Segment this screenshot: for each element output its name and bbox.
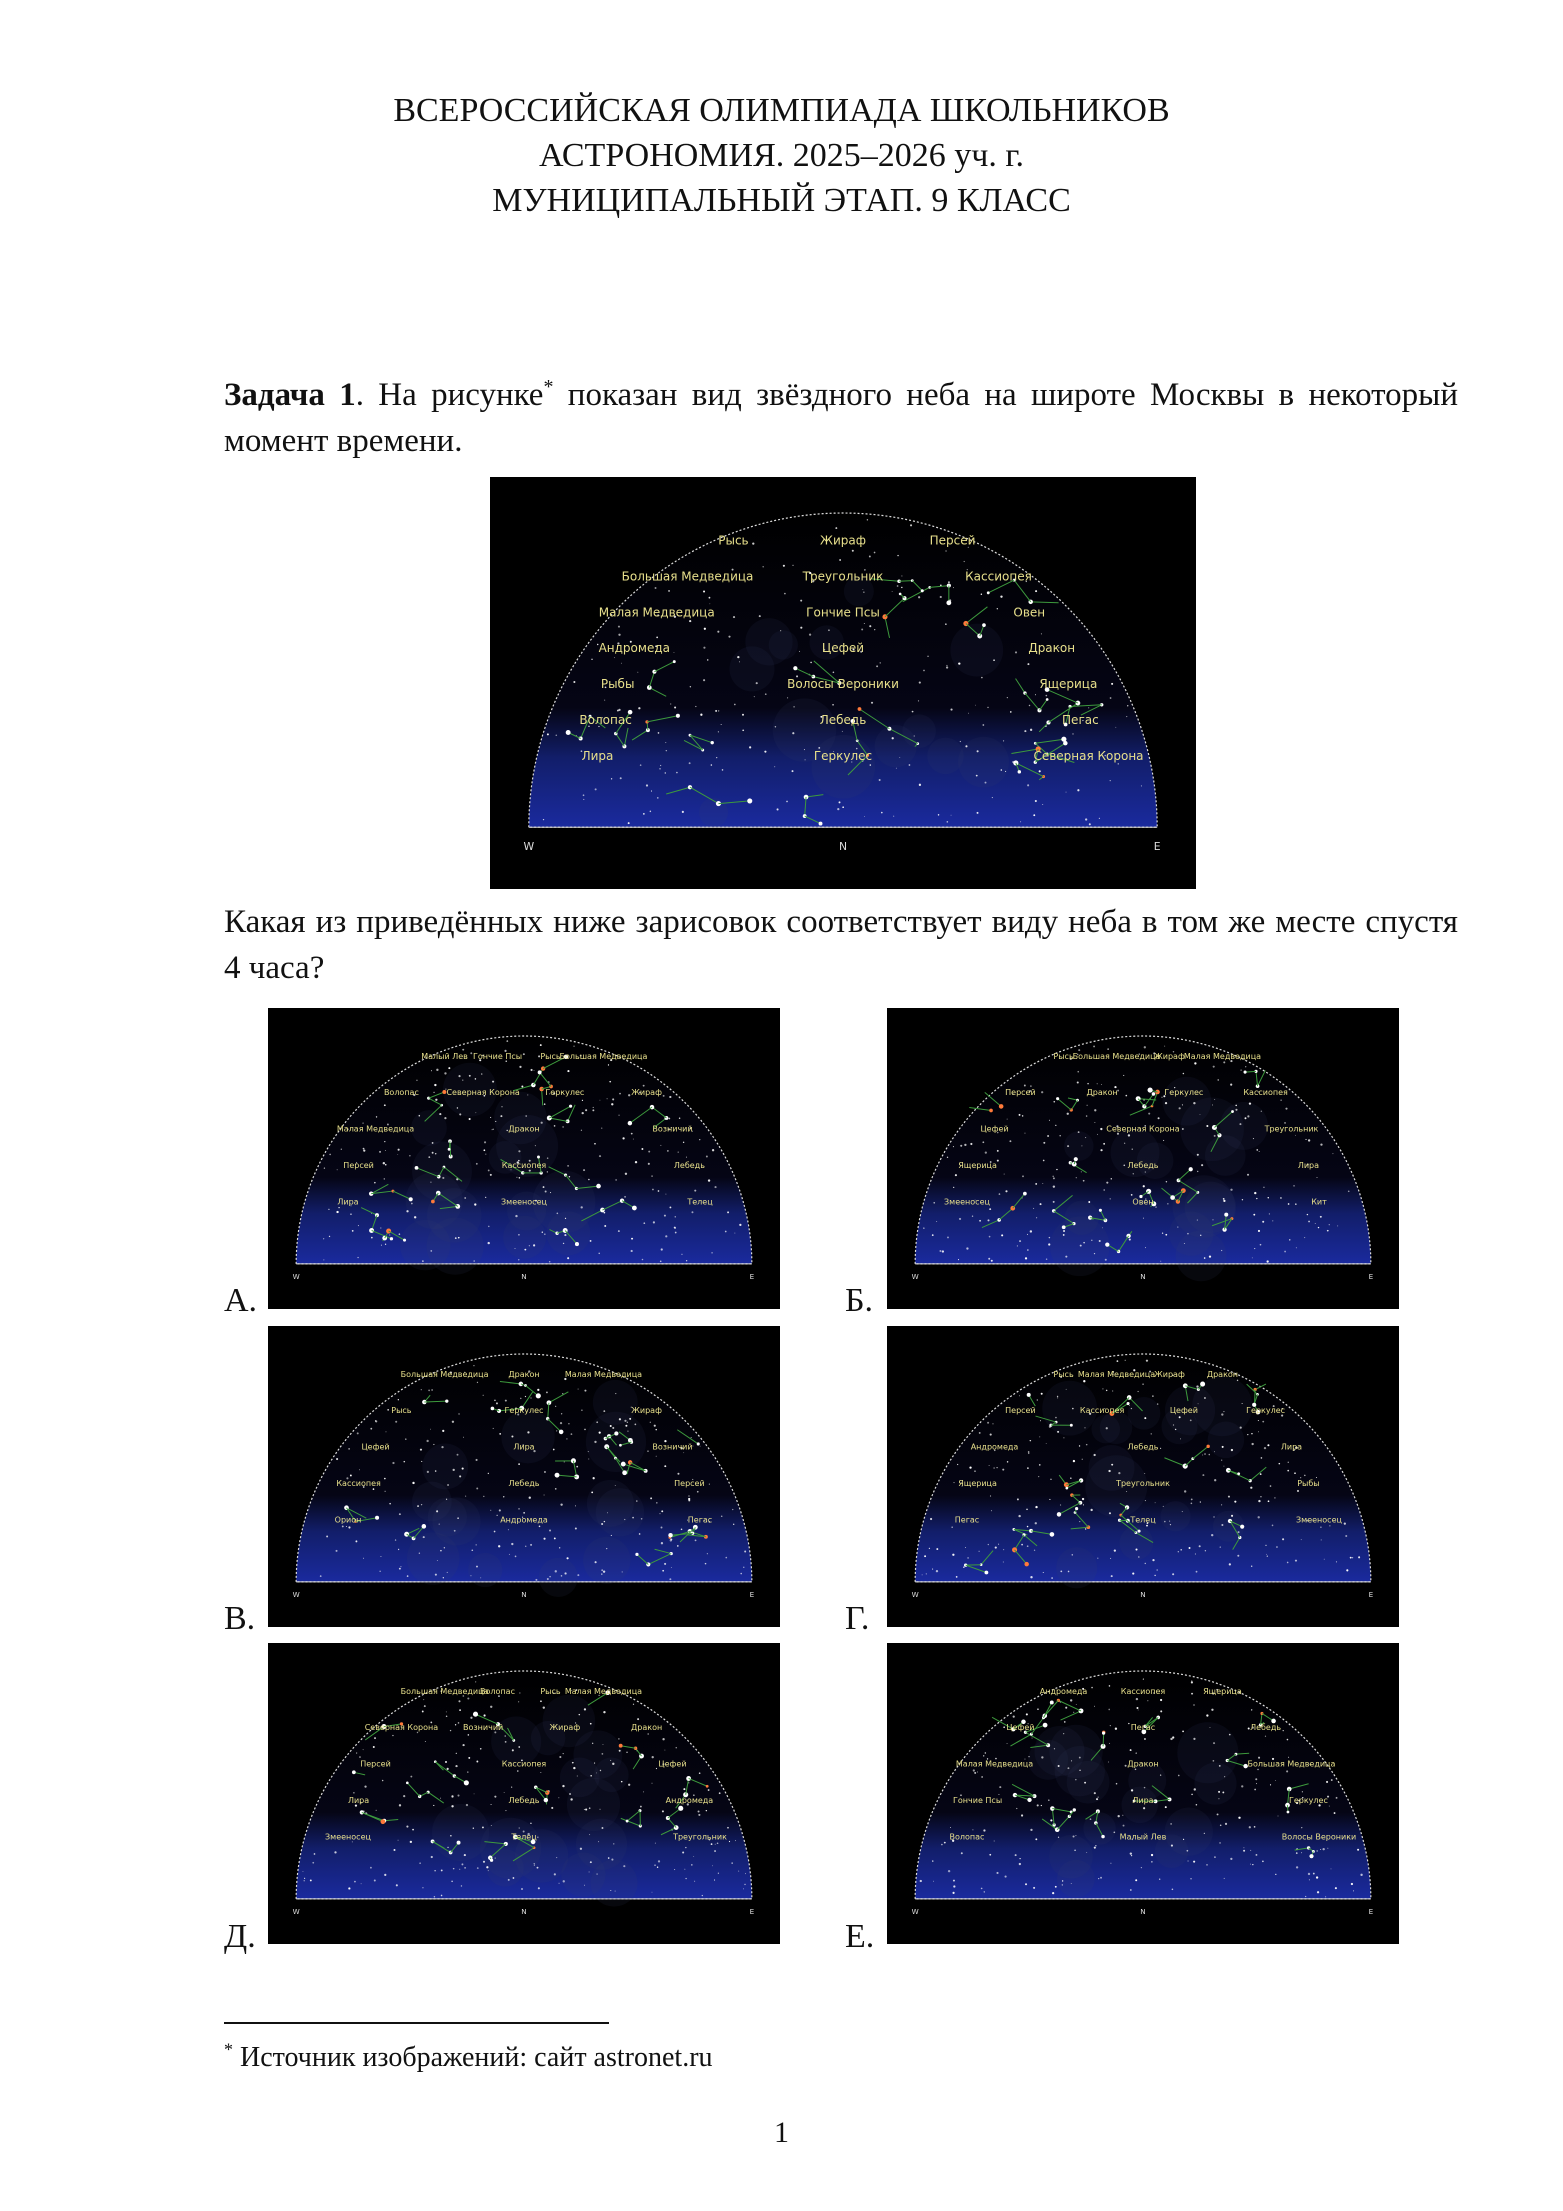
constellation-label: Волопас bbox=[949, 1832, 985, 1842]
constellation-label: Кассиопея bbox=[501, 1759, 547, 1769]
option-f-sky-map[interactable] bbox=[887, 1643, 1399, 1944]
constellation-label: Лебедь bbox=[508, 1479, 540, 1489]
constellation-label: Дракон bbox=[1206, 1369, 1239, 1379]
constellation-label: Андромеда bbox=[598, 641, 670, 656]
direction-label: N bbox=[1140, 1272, 1146, 1282]
task-statement bbox=[224, 372, 1458, 464]
constellation-label: Малая Медведица bbox=[598, 605, 715, 620]
constellation-label: Волопас bbox=[383, 1088, 419, 1098]
constellation-label: Телец bbox=[1130, 1515, 1156, 1525]
constellation-label: Персей bbox=[1005, 1088, 1036, 1098]
constellation-label: Лебедь bbox=[819, 712, 867, 727]
direction-label: N bbox=[521, 1907, 527, 1917]
constellation-label: Кассиопея bbox=[1079, 1406, 1125, 1416]
constellation-label: Кассиопея bbox=[1120, 1686, 1166, 1696]
constellation-label: Большая Медведица bbox=[400, 1369, 489, 1379]
constellation-label: Ящерица bbox=[1039, 677, 1098, 692]
constellation-label: Северная Корона bbox=[1033, 748, 1144, 763]
constellation-label: Дракон bbox=[508, 1124, 540, 1134]
option-b-sky-map[interactable] bbox=[887, 1008, 1399, 1309]
constellation-label: Большая Медведица bbox=[1247, 1759, 1336, 1769]
constellation-label: Рыбы bbox=[600, 677, 635, 692]
constellation-label: Цефей bbox=[1169, 1406, 1198, 1416]
constellation-label: Треугольник bbox=[673, 1832, 727, 1842]
constellation-label: Малый Лев bbox=[421, 1051, 468, 1061]
constellation-label: Андромеда bbox=[970, 1442, 1019, 1452]
constellation-label: Цефей bbox=[658, 1759, 687, 1769]
constellation-label: Цефей bbox=[361, 1442, 390, 1452]
direction-label: N bbox=[1140, 1590, 1146, 1600]
direction-label: E bbox=[749, 1272, 755, 1282]
constellation-label: Лира bbox=[347, 1796, 370, 1806]
constellation-label: Лебедь bbox=[1250, 1723, 1282, 1733]
constellation-label: Рыбы bbox=[1297, 1479, 1320, 1489]
constellation-label: Жираф bbox=[1154, 1369, 1185, 1379]
constellation-label: Пегас bbox=[954, 1515, 980, 1525]
constellation-label: Дракон bbox=[1127, 1759, 1159, 1769]
constellation-label: Лира bbox=[337, 1197, 359, 1207]
constellation-label: Орион bbox=[334, 1515, 362, 1525]
constellation-label: Лира bbox=[513, 1442, 535, 1452]
constellation-label: Персей bbox=[929, 533, 976, 548]
constellation-label: Рысь bbox=[540, 1051, 561, 1061]
constellation-label: Змееносец bbox=[501, 1197, 547, 1207]
constellation-label: Волопас bbox=[579, 712, 632, 727]
direction-label: N bbox=[838, 840, 848, 853]
constellation-label: Кассиопея bbox=[501, 1161, 547, 1171]
constellation-label: Телец bbox=[511, 1832, 537, 1842]
task-text-start: . На рисунке bbox=[355, 377, 544, 413]
constellation-label: Жираф bbox=[820, 533, 866, 548]
constellation-label: Рысь bbox=[1053, 1051, 1074, 1061]
option-f-label[interactable]: Е. bbox=[845, 1918, 875, 1955]
constellation-label: Гончие Псы bbox=[953, 1796, 1003, 1806]
constellation-label: Андромеда bbox=[500, 1515, 548, 1525]
constellation-label: Малая Медведица bbox=[955, 1759, 1034, 1769]
direction-label: W bbox=[292, 1907, 300, 1917]
constellation-label: Геркулес bbox=[813, 748, 873, 763]
sky-map-svg bbox=[268, 1643, 780, 1944]
sky-map-svg bbox=[268, 1326, 780, 1627]
constellation-label: Большая Медведица bbox=[1072, 1051, 1161, 1061]
constellation-label: Треугольник bbox=[1116, 1479, 1170, 1489]
header-line-3: МУНИЦИПАЛЬНЫЙ ЭТАП. 9 КЛАСС bbox=[492, 182, 1071, 219]
constellation-label: Жираф bbox=[631, 1406, 662, 1416]
constellation-label: Северная Корона bbox=[446, 1088, 520, 1098]
option-b-label[interactable]: Б. bbox=[845, 1282, 874, 1319]
constellation-label: Дракон bbox=[1028, 641, 1076, 656]
constellation-label: Персей bbox=[1005, 1406, 1036, 1416]
constellation-label: Дракон bbox=[508, 1369, 540, 1379]
constellation-label: Жираф bbox=[631, 1088, 662, 1098]
footnote-mark: * bbox=[224, 2039, 233, 2060]
constellation-label: Дракон bbox=[631, 1723, 663, 1733]
constellation-label: Рысь bbox=[718, 533, 749, 548]
option-a-sky-map[interactable] bbox=[268, 1008, 780, 1309]
constellation-label: Персей bbox=[343, 1161, 374, 1171]
task-text-end: показан вид звёздного неба на широте Москвы в некоторый момент времени. bbox=[224, 377, 1458, 459]
direction-label: W bbox=[523, 840, 535, 853]
direction-label: E bbox=[749, 1590, 755, 1600]
constellation-label: Большая Медведица bbox=[400, 1686, 489, 1696]
constellation-label: Геркулес bbox=[1246, 1406, 1286, 1416]
option-d-sky-map[interactable] bbox=[887, 1326, 1399, 1627]
constellation-label: Жираф bbox=[1154, 1051, 1185, 1061]
sky-map-svg bbox=[887, 1008, 1399, 1309]
constellation-label: Кассиопея bbox=[336, 1479, 381, 1489]
constellation-label: Малая Медведица bbox=[564, 1369, 643, 1379]
constellation-label: Андромеда bbox=[1039, 1686, 1088, 1696]
constellation-label: Малая Медведица bbox=[336, 1124, 415, 1134]
direction-label: N bbox=[521, 1590, 527, 1600]
constellation-label: Змееносец bbox=[325, 1832, 371, 1842]
option-c-sky-map[interactable] bbox=[268, 1326, 780, 1627]
sky-map-svg bbox=[887, 1326, 1399, 1627]
constellation-label: Лебедь bbox=[1127, 1161, 1159, 1171]
option-c-label[interactable]: В. bbox=[224, 1600, 256, 1637]
constellation-label: Гончие Псы bbox=[472, 1051, 523, 1061]
constellation-label: Ящерица bbox=[1203, 1686, 1242, 1696]
sky-map-svg bbox=[887, 1643, 1399, 1944]
direction-label: W bbox=[911, 1590, 919, 1600]
constellation-label: Телец bbox=[687, 1197, 713, 1207]
constellation-label: Лебедь bbox=[508, 1796, 540, 1806]
option-a-label[interactable]: А. bbox=[224, 1282, 258, 1319]
footnote-divider bbox=[224, 2022, 609, 2024]
direction-label: E bbox=[1368, 1272, 1374, 1282]
constellation-label: Овен bbox=[1132, 1197, 1154, 1207]
constellation-label: Ящерица bbox=[958, 1161, 997, 1171]
sky-map-svg bbox=[490, 477, 1196, 889]
constellation-label: Ящерица bbox=[958, 1479, 997, 1489]
constellation-label: Волосы Вероники bbox=[787, 677, 899, 692]
constellation-label: Малая Медведица bbox=[564, 1686, 643, 1696]
constellation-label: Цефей bbox=[980, 1124, 1009, 1134]
constellation-label: Андромеда bbox=[665, 1796, 714, 1806]
option-e-sky-map[interactable] bbox=[268, 1643, 780, 1944]
constellation-label: Гончие Псы bbox=[806, 605, 880, 620]
option-e-label[interactable]: Д. bbox=[224, 1918, 256, 1955]
constellation-label: Северная Корона bbox=[364, 1723, 439, 1733]
page-number: 1 bbox=[774, 2116, 789, 2149]
constellation-label: Персей bbox=[674, 1479, 705, 1489]
constellation-label: Персей bbox=[360, 1759, 391, 1769]
olympiad-header bbox=[0, 88, 1563, 223]
constellation-label: Малый Лев bbox=[1119, 1832, 1167, 1842]
constellation-label: Волопас bbox=[480, 1686, 515, 1696]
footnote-text: Источник изображений: сайт astronet.ru bbox=[233, 2042, 713, 2073]
constellation-label: Большая Медведица bbox=[559, 1051, 648, 1061]
constellation-label: Геркулес bbox=[1288, 1796, 1328, 1806]
constellation-label: Геркулес bbox=[545, 1088, 585, 1098]
sky-map-svg bbox=[268, 1008, 780, 1309]
constellation-label: Малая Медведица bbox=[1183, 1051, 1262, 1061]
constellation-label: Лебедь bbox=[1127, 1442, 1159, 1452]
direction-label: E bbox=[1368, 1590, 1374, 1600]
constellation-label: Дракон bbox=[1086, 1088, 1118, 1098]
constellation-label: Пегас bbox=[1062, 712, 1099, 727]
constellation-label: Цефей bbox=[1006, 1723, 1035, 1733]
constellation-label: Рысь bbox=[391, 1406, 412, 1416]
constellation-label: Лира bbox=[581, 748, 614, 763]
constellation-label: Геркулес bbox=[504, 1406, 544, 1416]
constellation-label: Змееносец bbox=[944, 1197, 990, 1207]
constellation-label: Кассиопея bbox=[965, 569, 1032, 584]
constellation-label: Пегас bbox=[1130, 1723, 1156, 1733]
footnote bbox=[224, 2040, 713, 2076]
constellation-label: Малая Медведица bbox=[1077, 1369, 1156, 1379]
constellation-label: Северная Корона bbox=[1106, 1124, 1180, 1134]
constellation-label: Пегас bbox=[687, 1515, 713, 1525]
constellation-label: Рысь bbox=[540, 1686, 561, 1696]
constellation-label: Треугольник bbox=[802, 569, 884, 584]
constellation-label: Рысь bbox=[1053, 1369, 1074, 1379]
footnote-mark: * bbox=[543, 376, 554, 398]
direction-label: W bbox=[292, 1590, 300, 1600]
constellation-label: Возничий bbox=[463, 1723, 504, 1733]
direction-label: E bbox=[749, 1907, 755, 1917]
direction-label: E bbox=[1368, 1907, 1374, 1917]
direction-label: W bbox=[292, 1272, 300, 1282]
constellation-label: Большая Медведица bbox=[621, 569, 754, 584]
direction-label: E bbox=[1153, 840, 1161, 853]
constellation-label: Треугольник bbox=[1264, 1124, 1319, 1134]
constellation-label: Волосы Вероники bbox=[1281, 1832, 1357, 1842]
sky-dome bbox=[296, 1354, 752, 1582]
constellation-label: Возничий bbox=[652, 1124, 693, 1134]
constellation-label: Лира bbox=[1280, 1442, 1303, 1452]
header-line-2: АСТРОНОМИЯ. 2025–2026 уч. г. bbox=[539, 137, 1024, 174]
constellation-label: Цефей bbox=[821, 641, 865, 656]
constellation-label: Кассиопея bbox=[1243, 1088, 1288, 1098]
constellation-label: Лебедь bbox=[673, 1161, 705, 1171]
constellation-label: Геркулес bbox=[1164, 1088, 1204, 1098]
constellation-label: Возничий bbox=[652, 1442, 693, 1452]
main-sky-map bbox=[490, 477, 1196, 889]
constellation-label: Кит bbox=[1311, 1197, 1327, 1207]
constellation-label: Лира bbox=[1297, 1161, 1320, 1171]
header-line-1: ВСЕРОССИЙСКАЯ ОЛИМПИАДА ШКОЛЬНИКОВ bbox=[393, 92, 1170, 129]
direction-label: N bbox=[521, 1272, 527, 1282]
direction-label: N bbox=[1140, 1907, 1146, 1917]
task-number: Задача 1 bbox=[224, 377, 356, 413]
question-text: Какая из приведённых ниже зарисовок соответствует виду неба в том же месте спустя 4 часа? bbox=[224, 904, 1458, 986]
constellation-label: Змееносец bbox=[1296, 1515, 1342, 1525]
direction-label: W bbox=[911, 1272, 919, 1282]
direction-label: W bbox=[911, 1907, 919, 1917]
option-d-label[interactable]: Г. bbox=[845, 1600, 870, 1637]
constellation-label: Лира bbox=[1132, 1796, 1154, 1806]
constellation-label: Жираф bbox=[549, 1723, 581, 1733]
constellation-label: Овен bbox=[1013, 605, 1046, 620]
